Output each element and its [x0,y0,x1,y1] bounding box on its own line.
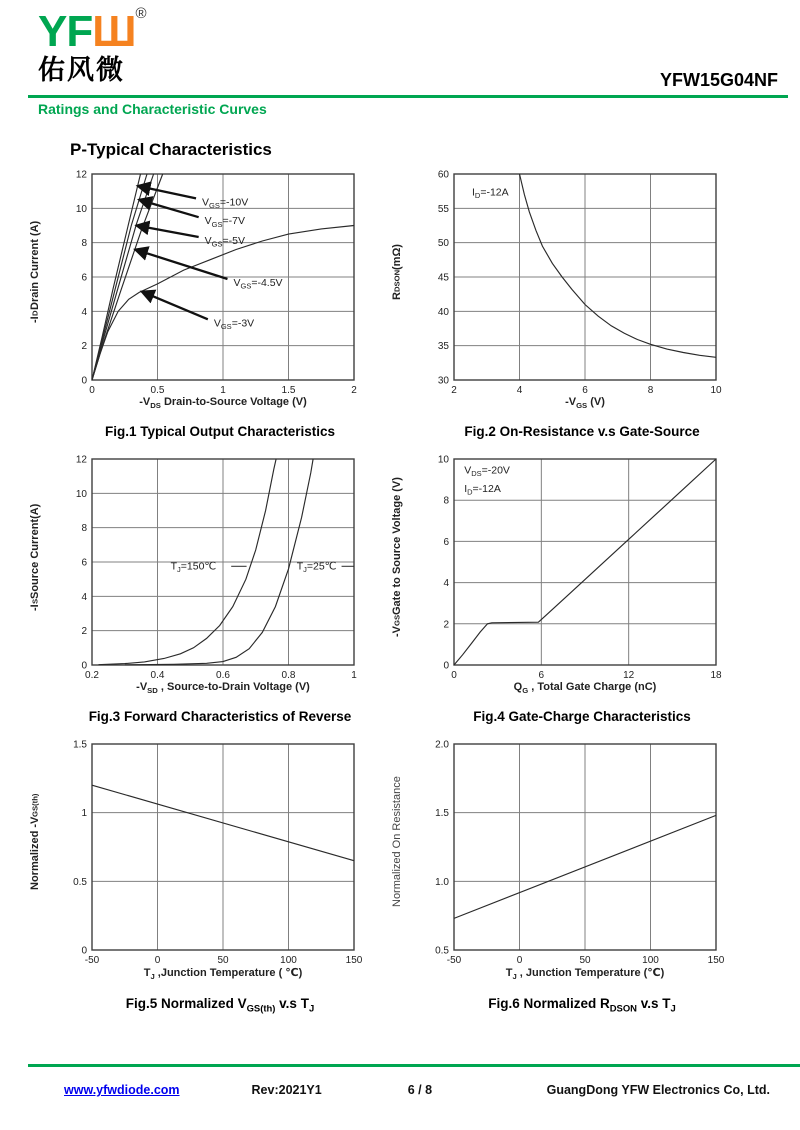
svg-text:2: 2 [351,385,357,396]
svg-text:VGS=-10V: $V_{GS}=-10V$ [202,196,249,210]
svg-text:1: 1 [81,808,87,820]
svg-text:12: 12 [623,670,635,682]
svg-text:0: 0 [81,660,87,672]
svg-text:4: 4 [516,385,523,396]
svg-text:50: 50 [437,238,449,250]
chart-caption: Fig.3 Forward Characteristics of Reverse [88,709,352,725]
svg-text:0.2: 0.2 [85,670,99,682]
svg-text:0.6: 0.6 [216,670,230,682]
svg-text:VGS=-5V: $V_{GS}=-5V$ [204,234,246,249]
svg-text:0.5: 0.5 [73,877,87,889]
svg-text:VGS=-3V: $V_{GS}=-3V$ [213,317,255,331]
svg-text:6: 6 [81,272,87,284]
chart-fig1 [22,164,394,439]
svg-text:1: 1 [351,670,357,682]
y-axis-label: R DSON (mΩ) [391,243,403,301]
chart-fig3 [22,449,394,724]
x-axis-label: $T_J$ ,Junction Temperature ( ℃) [143,967,303,982]
chart-fig6 [384,734,756,1014]
svg-text:VGS=-4.5V: $V_{GS}=-4.5V$ [233,277,283,291]
svg-text:2.0: 2.0 [435,739,449,751]
svg-text:8: 8 [647,385,654,396]
logo-yf-text: YF [38,7,93,56]
svg-text:-50: -50 [446,955,462,967]
chart-caption: Fig.1 Typical Output Characteristics [104,424,336,440]
svg-text:10: 10 [75,203,87,215]
svg-text:1.5: 1.5 [73,739,87,751]
chart-canvas-fig1 [48,164,366,398]
section-title: Ratings and Characteristic Curves [38,101,267,117]
y-axis-label: -I S Source Current(A) [29,503,41,611]
svg-text:100: 100 [280,955,297,967]
svg-text:2: 2 [81,626,87,638]
svg-text:6: 6 [81,557,87,569]
page-footer [0,1064,800,1097]
chart-plot [48,449,366,683]
chart-fig5 [22,734,394,1014]
svg-text:TJ=25℃: $T_J=25℃$ [296,560,337,575]
chart-fig2 [384,164,756,439]
page-heading: P-Typical Characteristics [70,140,272,159]
revision-label: Rev:2021Y1 [251,1083,322,1097]
svg-text:0: 0 [89,385,95,396]
svg-text:4: 4 [81,592,87,604]
svg-text:0.5: 0.5 [150,385,165,396]
chart-fig4 [384,449,756,724]
svg-text:10: 10 [710,385,722,396]
x-axis-label: $-V_{DS}$ Drain-to-Source Voltage (V) [139,396,307,411]
svg-text:2: 2 [443,619,449,631]
x-axis-label: $-V_{GS}$ (V) [565,396,605,411]
svg-text:6: 6 [538,670,545,682]
svg-text:8: 8 [81,523,87,535]
svg-text:1.5: 1.5 [281,385,296,396]
svg-text:0.5: 0.5 [435,945,449,957]
part-number: YFW15G04NF [659,70,778,90]
svg-text:ID=-12A: $I_D=-12A$ [472,186,509,201]
chart-canvas-fig5 [48,734,366,968]
svg-text:30: 30 [437,375,449,387]
svg-text:-50: -50 [84,955,100,967]
chart-plot [410,164,728,398]
svg-text:0: 0 [81,375,87,387]
chart-canvas-fig3 [48,449,366,683]
svg-text:8: 8 [81,238,87,250]
svg-text:50: 50 [217,955,229,967]
chart-canvas-fig2 [410,164,728,398]
x-axis-label: $Q_G$ , Total Gate Charge (nC) [513,681,657,696]
svg-text:10: 10 [75,489,87,501]
svg-text:150: 150 [707,955,725,967]
x-axis-label: $-V_{SD}$ , Source-to-Drain Voltage (V) [136,681,310,696]
svg-text:10: 10 [437,454,449,466]
chart-caption: Fig.2 On-Resistance v.s Gate-Source [464,424,700,440]
chart-plot [410,449,728,683]
svg-text:ID=-12A: $I_D=-12A$ [464,483,501,497]
yfw-logo [38,6,147,84]
svg-text:0: 0 [154,955,161,967]
logo-sha-glyph: Ш [92,7,136,56]
chart-caption: Fig.5 Normalized $V_{GS(th)}$ v.s $T_J$ [125,995,315,1015]
svg-text:40: 40 [437,306,449,318]
svg-text:45: 45 [437,272,449,284]
chart-canvas-fig6 [410,734,728,968]
svg-text:1.0: 1.0 [435,877,449,889]
charts-grid [0,164,800,1014]
chart-plot [410,734,728,968]
svg-text:6: 6 [582,385,588,396]
company-name: GuangDong YFW Electronics Co, Ltd. [546,1083,770,1097]
svg-text:0: 0 [81,945,87,957]
svg-text:60: 60 [437,169,449,181]
svg-text:TJ=150℃: $T_J=150℃$ [170,560,217,575]
y-axis-label: Normalized On Resistance [391,776,403,908]
logo-chinese-name: 佑风微 [38,55,125,86]
y-axis-label: -I D Drain Current (A) [29,221,41,323]
svg-text:2: 2 [451,385,457,396]
svg-text:0: 0 [443,660,449,672]
svg-text:50: 50 [579,955,591,967]
svg-text:100: 100 [642,955,659,967]
svg-text:VGS=-7V: $V_{GS}=-7V$ [204,215,246,229]
svg-text:12: 12 [75,454,87,466]
svg-text:35: 35 [437,341,449,353]
svg-text:1: 1 [220,385,226,396]
svg-text:4: 4 [81,306,87,318]
svg-text:VDS=-20V: $V_{DS}=-20V$ [464,464,510,479]
registered-trademark-icon: ® [135,5,147,22]
svg-text:6: 6 [443,537,449,549]
svg-text:0: 0 [451,670,457,682]
svg-text:18: 18 [710,670,722,682]
logo-wordmark [38,6,147,54]
svg-text:0.8: 0.8 [281,670,296,682]
svg-text:12: 12 [75,169,87,181]
chart-plot [48,164,366,398]
svg-text:4: 4 [443,578,449,590]
page-number: 6 / 8 [407,1083,433,1097]
x-axis-label: $T_J$ , Junction Temperature (℃) [505,967,665,982]
chart-caption: Fig.4 Gate-Charge Characteristics [473,709,691,725]
svg-text:2: 2 [81,341,87,353]
header-divider [28,95,788,98]
y-axis-label: -V GS Gate to Source Voltage (V) [391,477,403,638]
y-axis-label: Normalized -V GS(th) [29,793,41,891]
svg-text:0.4: 0.4 [150,670,165,682]
svg-text:150: 150 [345,955,363,967]
svg-text:0: 0 [516,955,523,967]
chart-plot [48,734,366,968]
svg-text:8: 8 [443,495,449,507]
svg-text:1.5: 1.5 [435,808,449,820]
svg-text:55: 55 [437,203,449,215]
website-link[interactable]: www.yfwdiode.com [64,1083,180,1097]
chart-canvas-fig4 [410,449,728,683]
chart-caption: Fig.6 Normalized $R_{DSON}$ v.s $T_J$ [488,995,676,1015]
page-header [0,0,800,118]
